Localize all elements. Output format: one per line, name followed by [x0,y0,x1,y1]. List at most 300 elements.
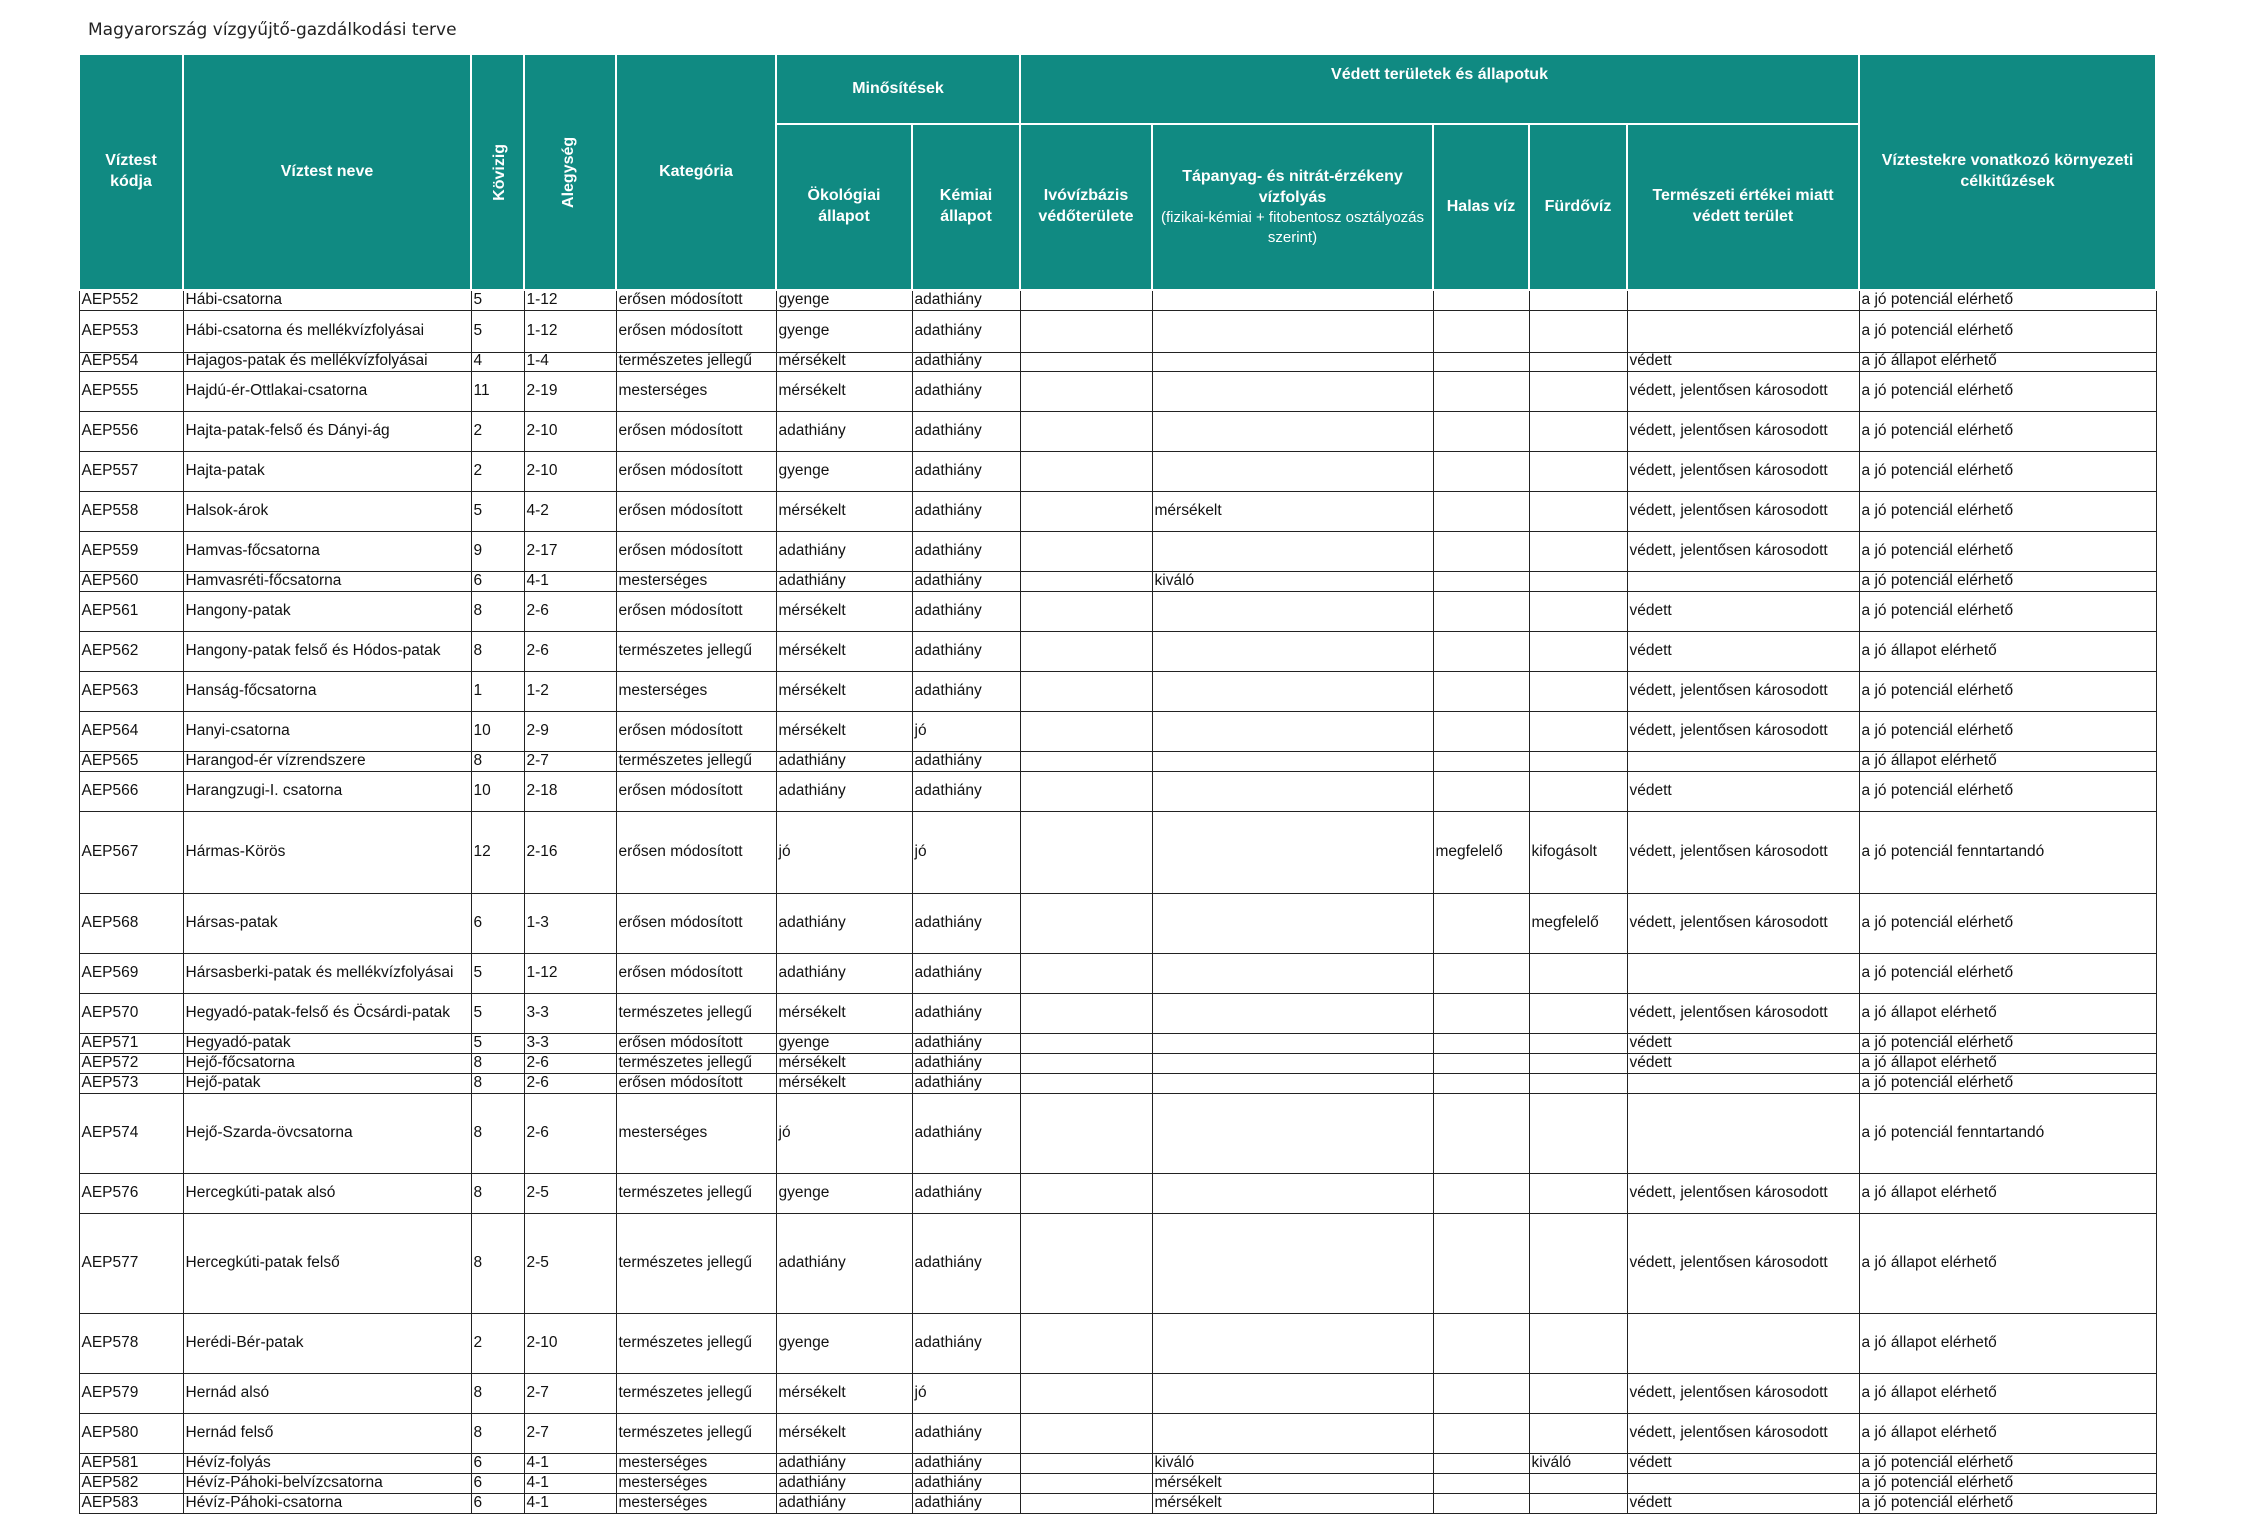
cell-tap [1152,310,1433,352]
cell-kem: adathiány [912,1453,1020,1473]
cell-name: Hegyadó-patak-felső és Öcsárdi-patak [183,993,471,1033]
cell-aleg: 3-3 [524,1033,616,1053]
cell-kem: adathiány [912,1173,1020,1213]
cell-tap [1152,1073,1433,1093]
cell-ivo [1020,1473,1152,1493]
cell-cel: a jó potenciál elérhető [1859,1473,2156,1493]
cell-hal [1433,571,1529,591]
cell-tap [1152,352,1433,371]
cell-fur [1529,591,1627,631]
cell-ivo [1020,711,1152,751]
cell-name: Hanyi-csatorna [183,711,471,751]
cell-name: Halsok-árok [183,491,471,531]
header-minositesek: Minősítések [776,54,1020,124]
cell-kat: erősen módosított [616,531,776,571]
cell-ivo [1020,591,1152,631]
cell-kem: adathiány [912,771,1020,811]
table-row [79,1313,2156,1373]
cell-hal [1433,893,1529,953]
cell-hal [1433,1313,1529,1373]
cell-name: Hejő-főcsatorna [183,1053,471,1073]
cell-hal [1433,1493,1529,1513]
cell-ter [1627,953,1859,993]
cell-fur [1529,1093,1627,1173]
cell-name: Hársasberki-patak és mellékvízfolyásai [183,953,471,993]
cell-ivo [1020,811,1152,893]
cell-kem: adathiány [912,591,1020,631]
cell-tap [1152,1313,1433,1373]
cell-oko: gyenge [776,290,912,310]
cell-tap [1152,631,1433,671]
cell-kem: adathiány [912,671,1020,711]
cell-hal [1433,451,1529,491]
cell-kem: adathiány [912,1073,1020,1093]
cell-code: AEP579 [79,1373,183,1413]
cell-fur [1529,1473,1627,1493]
cell-ter: védett, jelentősen károsodott [1627,1173,1859,1213]
cell-ivo [1020,1073,1152,1093]
cell-ter [1627,310,1859,352]
table-row [79,491,2156,531]
cell-oko: adathiány [776,1453,912,1473]
cell-oko: adathiány [776,893,912,953]
cell-hal [1433,352,1529,371]
cell-kat: természetes jellegű [616,631,776,671]
cell-code: AEP583 [79,1493,183,1513]
cell-fur [1529,411,1627,451]
cell-kat: erősen módosított [616,451,776,491]
cell-name: Hajagos-patak és mellékvízfolyásai [183,352,471,371]
cell-kem: adathiány [912,531,1020,571]
cell-ter: védett, jelentősen károsodott [1627,711,1859,751]
cell-name: Hársas-patak [183,893,471,953]
cell-aleg: 4-1 [524,1473,616,1493]
cell-kat: mesterséges [616,1093,776,1173]
cell-tap: mérsékelt [1152,1473,1433,1493]
cell-aleg: 2-5 [524,1173,616,1213]
cell-code: AEP553 [79,310,183,352]
cell-hal [1433,1173,1529,1213]
cell-fur [1529,771,1627,811]
cell-cel: a jó potenciál elérhető [1859,491,2156,531]
cell-ter: védett, jelentősen károsodott [1627,451,1859,491]
header-kemiai: Kémiai állapot [912,124,1020,290]
cell-kem: adathiány [912,1033,1020,1053]
cell-oko: adathiány [776,1213,912,1313]
cell-ivo [1020,411,1152,451]
table-row [79,771,2156,811]
cell-code: AEP578 [79,1313,183,1373]
header-tapanyag: Tápanyag- és nitrát-érzékeny vízfolyás (fizikai-kémiai + fitobentosz osztályozás szerint) [1152,124,1433,290]
cell-cel: a jó potenciál elérhető [1859,1453,2156,1473]
header-termeszeti: Természeti értékei miatt védett terület [1627,124,1859,290]
cell-oko: mérsékelt [776,993,912,1033]
cell-tap [1152,811,1433,893]
cell-oko: adathiány [776,771,912,811]
cell-kov: 5 [471,290,524,310]
cell-hal [1433,531,1529,571]
cell-oko: mérsékelt [776,1373,912,1413]
cell-tap [1152,411,1433,451]
cell-ivo [1020,371,1152,411]
cell-cel: a jó potenciál elérhető [1859,953,2156,993]
cell-kat: természetes jellegű [616,1213,776,1313]
cell-ter: védett, jelentősen károsodott [1627,491,1859,531]
cell-name: Hévíz-Páhoki-belvízcsatorna [183,1473,471,1493]
header-ivovizbazis: Ivóvízbázis védőterülete [1020,124,1152,290]
cell-hal [1433,993,1529,1033]
cell-ter: védett, jelentősen károsodott [1627,993,1859,1033]
cell-oko: mérsékelt [776,671,912,711]
cell-hal [1433,1213,1529,1313]
cell-kov: 5 [471,1033,524,1053]
cell-kat: erősen módosított [616,591,776,631]
cell-code: AEP573 [79,1073,183,1093]
cell-kov: 6 [471,1493,524,1513]
cell-code: AEP557 [79,451,183,491]
cell-fur: kifogásolt [1529,811,1627,893]
cell-ivo [1020,1373,1152,1413]
cell-oko: adathiány [776,571,912,591]
cell-fur [1529,290,1627,310]
cell-code: AEP566 [79,771,183,811]
cell-ter: védett, jelentősen károsodott [1627,1373,1859,1413]
cell-kat: erősen módosított [616,711,776,751]
cell-kat: erősen módosított [616,953,776,993]
cell-aleg: 2-16 [524,811,616,893]
cell-code: AEP569 [79,953,183,993]
cell-oko: jó [776,811,912,893]
cell-fur [1529,711,1627,751]
cell-code: AEP561 [79,591,183,631]
cell-fur [1529,953,1627,993]
cell-name: Herédi-Bér-patak [183,1313,471,1373]
cell-hal: megfelelő [1433,811,1529,893]
cell-cel: a jó potenciál elérhető [1859,531,2156,571]
cell-kov: 6 [471,1473,524,1493]
table-row [79,631,2156,671]
cell-kem: jó [912,711,1020,751]
table-row [79,711,2156,751]
cell-kem: adathiány [912,290,1020,310]
cell-fur [1529,310,1627,352]
cell-code: AEP564 [79,711,183,751]
cell-fur: kiváló [1529,1453,1627,1473]
cell-hal [1433,1373,1529,1413]
cell-hal [1433,290,1529,310]
cell-ter: védett [1627,771,1859,811]
cell-kov: 8 [471,1413,524,1453]
table-row [79,1173,2156,1213]
cell-aleg: 1-2 [524,671,616,711]
cell-fur [1529,751,1627,771]
cell-ivo [1020,953,1152,993]
cell-ivo [1020,352,1152,371]
cell-kem: adathiány [912,1473,1020,1493]
cell-ivo [1020,893,1152,953]
cell-aleg: 2-7 [524,1373,616,1413]
cell-kov: 9 [471,531,524,571]
cell-ter [1627,1093,1859,1173]
cell-name: Harangzugi-I. csatorna [183,771,471,811]
cell-kat: erősen módosított [616,491,776,531]
cell-hal [1433,1033,1529,1053]
cell-cel: a jó potenciál fenntartandó [1859,811,2156,893]
cell-kov: 8 [471,1073,524,1093]
cell-kov: 6 [471,571,524,591]
cell-ivo [1020,631,1152,671]
cell-ivo [1020,1093,1152,1173]
cell-cel: a jó potenciál elérhető [1859,1073,2156,1093]
cell-hal [1433,671,1529,711]
cell-kem: adathiány [912,1213,1020,1313]
cell-cel: a jó állapot elérhető [1859,1413,2156,1453]
cell-name: Hábi-csatorna és mellékvízfolyásai [183,310,471,352]
cell-aleg: 4-1 [524,571,616,591]
header-celkituzes: Víztestekre vonatkozó környezeti célkitűzések [1859,54,2156,290]
cell-code: AEP570 [79,993,183,1033]
cell-cel: a jó állapot elérhető [1859,1373,2156,1413]
cell-oko: gyenge [776,310,912,352]
cell-kat: erősen módosított [616,893,776,953]
cell-hal [1433,1053,1529,1073]
cell-tap [1152,1173,1433,1213]
cell-kov: 8 [471,751,524,771]
cell-aleg: 2-7 [524,751,616,771]
cell-name: Hármas-Körös [183,811,471,893]
cell-aleg: 2-6 [524,591,616,631]
cell-aleg: 2-10 [524,411,616,451]
cell-kat: mesterséges [616,1473,776,1493]
cell-fur [1529,451,1627,491]
cell-fur [1529,993,1627,1033]
cell-fur [1529,1053,1627,1073]
cell-code: AEP581 [79,1453,183,1473]
cell-tap: kiváló [1152,571,1433,591]
cell-ter: védett [1627,1033,1859,1053]
cell-tap [1152,1033,1433,1053]
cell-kat: természetes jellegű [616,993,776,1033]
cell-ivo [1020,751,1152,771]
cell-tap [1152,751,1433,771]
cell-kat: mesterséges [616,571,776,591]
cell-fur [1529,1073,1627,1093]
cell-kem: adathiány [912,571,1020,591]
cell-name: Hábi-csatorna [183,290,471,310]
cell-oko: gyenge [776,451,912,491]
table-row [79,451,2156,491]
water-body-table [78,53,2157,1514]
cell-tap [1152,531,1433,571]
cell-kov: 8 [471,631,524,671]
cell-ter [1627,751,1859,771]
cell-code: AEP560 [79,571,183,591]
cell-ivo [1020,1413,1152,1453]
cell-code: AEP556 [79,411,183,451]
cell-hal [1433,1073,1529,1093]
cell-kat: mesterséges [616,671,776,711]
cell-ter: védett, jelentősen károsodott [1627,671,1859,711]
header-furdoviz: Fürdővíz [1529,124,1627,290]
cell-kat: erősen módosított [616,811,776,893]
cell-cel: a jó potenciál elérhető [1859,893,2156,953]
cell-oko: mérsékelt [776,1413,912,1453]
cell-kem: adathiány [912,451,1020,491]
cell-name: Hajta-patak [183,451,471,491]
cell-tap [1152,953,1433,993]
cell-hal [1433,1413,1529,1453]
cell-tap [1152,591,1433,631]
cell-cel: a jó állapot elérhető [1859,1053,2156,1073]
cell-ter [1627,1313,1859,1373]
cell-oko: mérsékelt [776,1073,912,1093]
cell-hal [1433,411,1529,451]
cell-oko: adathiány [776,1473,912,1493]
cell-hal [1433,310,1529,352]
cell-aleg: 2-17 [524,531,616,571]
cell-aleg: 2-7 [524,1413,616,1453]
cell-code: AEP568 [79,893,183,953]
cell-tap [1152,1093,1433,1173]
cell-aleg: 2-18 [524,771,616,811]
cell-kov: 8 [471,1053,524,1073]
cell-aleg: 2-5 [524,1213,616,1313]
cell-name: Hévíz-Páhoki-csatorna [183,1493,471,1513]
cell-kem: adathiány [912,352,1020,371]
cell-cel: a jó potenciál elérhető [1859,571,2156,591]
table-row [79,1073,2156,1093]
cell-ter: védett, jelentősen károsodott [1627,1213,1859,1313]
cell-kem: adathiány [912,631,1020,671]
cell-name: Hangony-patak felső és Hódos-patak [183,631,471,671]
cell-aleg: 1-12 [524,310,616,352]
cell-oko: adathiány [776,531,912,571]
cell-code: AEP565 [79,751,183,771]
table-row [79,1413,2156,1453]
cell-ivo [1020,1213,1152,1313]
cell-aleg: 1-12 [524,953,616,993]
cell-cel: a jó potenciál elérhető [1859,671,2156,711]
cell-kov: 5 [471,491,524,531]
cell-ivo [1020,993,1152,1033]
cell-oko: gyenge [776,1313,912,1373]
cell-hal [1433,953,1529,993]
cell-ter: védett [1627,352,1859,371]
header-vedett-teruletek: Védett területek és állapotuk [1020,54,1859,124]
cell-code: AEP562 [79,631,183,671]
cell-aleg: 1-3 [524,893,616,953]
cell-hal [1433,491,1529,531]
cell-aleg: 2-6 [524,1093,616,1173]
cell-kov: 1 [471,671,524,711]
cell-oko: adathiány [776,411,912,451]
table-row [79,571,2156,591]
cell-kem: adathiány [912,1053,1020,1073]
cell-kov: 2 [471,411,524,451]
cell-aleg: 2-6 [524,1073,616,1093]
cell-fur [1529,1213,1627,1313]
cell-fur [1529,1313,1627,1373]
cell-name: Hernád alsó [183,1373,471,1413]
cell-oko: gyenge [776,1173,912,1213]
cell-kat: természetes jellegű [616,1053,776,1073]
cell-kat: erősen módosított [616,310,776,352]
cell-fur [1529,1033,1627,1053]
cell-tap: mérsékelt [1152,1493,1433,1513]
cell-code: AEP555 [79,371,183,411]
cell-ter: védett, jelentősen károsodott [1627,811,1859,893]
cell-code: AEP554 [79,352,183,371]
cell-ter [1627,290,1859,310]
table-row [79,352,2156,371]
cell-kem: adathiány [912,1413,1020,1453]
cell-kov: 11 [471,371,524,411]
cell-hal [1433,1453,1529,1473]
cell-kat: természetes jellegű [616,1313,776,1373]
cell-cel: a jó potenciál fenntartandó [1859,1093,2156,1173]
table-row [79,1093,2156,1173]
cell-code: AEP577 [79,1213,183,1313]
cell-ivo [1020,1033,1152,1053]
cell-ter: védett [1627,591,1859,631]
cell-fur [1529,571,1627,591]
table-row [79,671,2156,711]
cell-name: Hejő-Szarda-övcsatorna [183,1093,471,1173]
cell-tap: mérsékelt [1152,491,1433,531]
table-row [79,1213,2156,1313]
cell-ter [1627,1473,1859,1493]
cell-fur [1529,491,1627,531]
cell-kov: 6 [471,1453,524,1473]
cell-name: Hangony-patak [183,591,471,631]
cell-kov: 2 [471,1313,524,1373]
cell-name: Hejő-patak [183,1073,471,1093]
cell-tap [1152,1413,1433,1453]
cell-aleg: 2-19 [524,371,616,411]
cell-tap [1152,671,1433,711]
cell-tap: kiváló [1152,1453,1433,1473]
table-row [79,751,2156,771]
table-row [79,1033,2156,1053]
header-kovizig: Kövizig [471,54,524,290]
cell-oko: mérsékelt [776,371,912,411]
cell-kem: adathiány [912,993,1020,1033]
cell-ivo [1020,491,1152,531]
table-row [79,531,2156,571]
cell-tap [1152,893,1433,953]
cell-code: AEP558 [79,491,183,531]
cell-kat: természetes jellegű [616,1413,776,1453]
cell-ter: védett [1627,1493,1859,1513]
cell-kat: erősen módosított [616,771,776,811]
cell-kov: 8 [471,1213,524,1313]
cell-kov: 8 [471,591,524,631]
cell-ter: védett [1627,631,1859,671]
cell-kat: erősen módosított [616,290,776,310]
cell-cel: a jó állapot elérhető [1859,751,2156,771]
cell-kem: adathiány [912,893,1020,953]
header-halas: Halas víz [1433,124,1529,290]
cell-tap [1152,1373,1433,1413]
cell-code: AEP572 [79,1053,183,1073]
cell-fur [1529,371,1627,411]
cell-hal [1433,1473,1529,1493]
cell-cel: a jó potenciál elérhető [1859,411,2156,451]
cell-code: AEP552 [79,290,183,310]
cell-ivo [1020,571,1152,591]
cell-cel: a jó állapot elérhető [1859,631,2156,671]
cell-aleg: 4-1 [524,1453,616,1473]
